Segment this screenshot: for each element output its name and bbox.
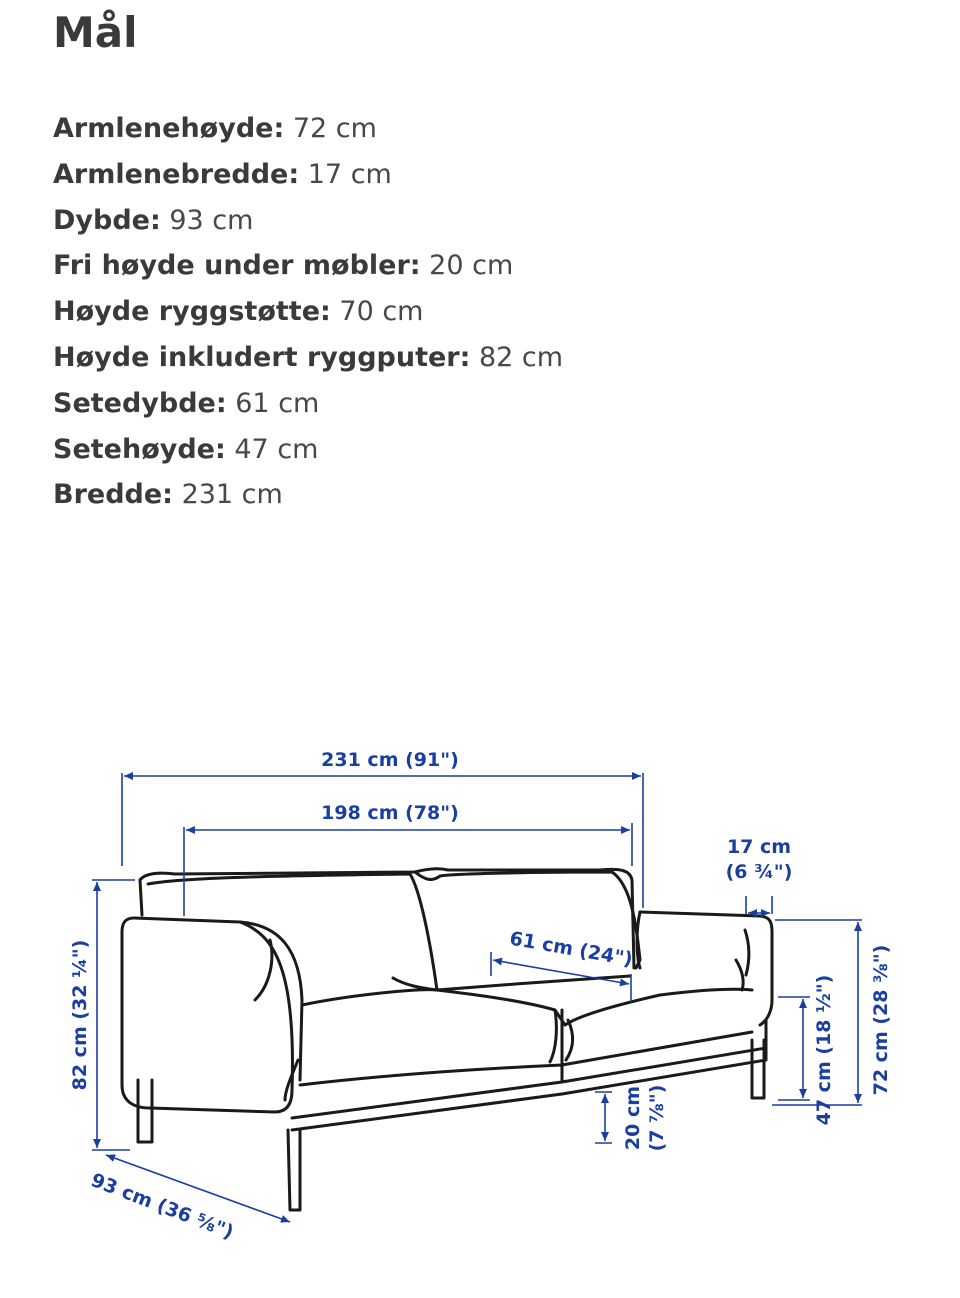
spec-value: 82 cm bbox=[470, 341, 564, 373]
spec-label: Bredde: bbox=[53, 479, 173, 511]
spec-value: 47 cm bbox=[225, 433, 319, 465]
sofa-illustration bbox=[122, 869, 772, 1210]
spec-height-with-cushions bbox=[53, 335, 563, 381]
spec-label: Setehøyde: bbox=[53, 433, 226, 465]
spec-seat-depth bbox=[53, 381, 563, 427]
spec-label: Armlenebredde: bbox=[53, 158, 300, 190]
spec-value: 93 cm bbox=[160, 204, 254, 236]
label-depth: 93 cm (36 ⅝") bbox=[87, 1169, 237, 1244]
label-armrest-width-cm: 17 cm bbox=[726, 836, 792, 858]
spec-clearance bbox=[53, 243, 563, 289]
spec-label: Høyde ryggstøtte: bbox=[53, 296, 331, 328]
spec-value: 20 cm bbox=[420, 250, 514, 282]
spec-width bbox=[53, 472, 563, 518]
label-seat-depth: 61 cm (24") bbox=[507, 927, 635, 971]
label-total-height: 82 cm (32 ¼") bbox=[69, 939, 91, 1091]
label-clearance-in: (7 ⅞") bbox=[646, 1084, 668, 1152]
label-inner-width: 198 cm (78") bbox=[321, 802, 459, 824]
dimension-list bbox=[53, 106, 563, 518]
label-armrest-width-in: (6 ¾") bbox=[725, 861, 793, 883]
label-armrest-height: 72 cm (28 ⅜") bbox=[870, 944, 892, 1096]
spec-value: 70 cm bbox=[330, 296, 424, 328]
spec-value: 72 cm bbox=[284, 113, 377, 144]
spec-label: Fri høyde under møbler: bbox=[53, 250, 421, 282]
label-total-width: 231 cm (91") bbox=[321, 749, 459, 771]
spec-value: 17 cm bbox=[299, 158, 392, 190]
spec-label: Dybde: bbox=[53, 204, 161, 236]
spec-label: Høyde inkludert ryggputer: bbox=[53, 341, 471, 373]
sofa-dimension-diagram bbox=[0, 700, 960, 1298]
spec-depth bbox=[53, 198, 563, 244]
spec-value: 231 cm bbox=[172, 479, 283, 511]
spec-armrest-width bbox=[53, 152, 563, 198]
spec-value: 61 cm bbox=[226, 387, 320, 419]
spec-seat-height bbox=[53, 427, 563, 473]
spec-backrest-height bbox=[53, 289, 563, 335]
spec-armrest-height bbox=[53, 106, 563, 152]
page-title: Mål bbox=[53, 8, 138, 57]
spec-label: Setedybde: bbox=[53, 387, 227, 419]
spec-label: Armlenehøyde: bbox=[53, 113, 285, 144]
label-seat-height: 47 cm (18 ½") bbox=[813, 974, 835, 1126]
label-clearance-cm: 20 cm bbox=[622, 1085, 644, 1151]
